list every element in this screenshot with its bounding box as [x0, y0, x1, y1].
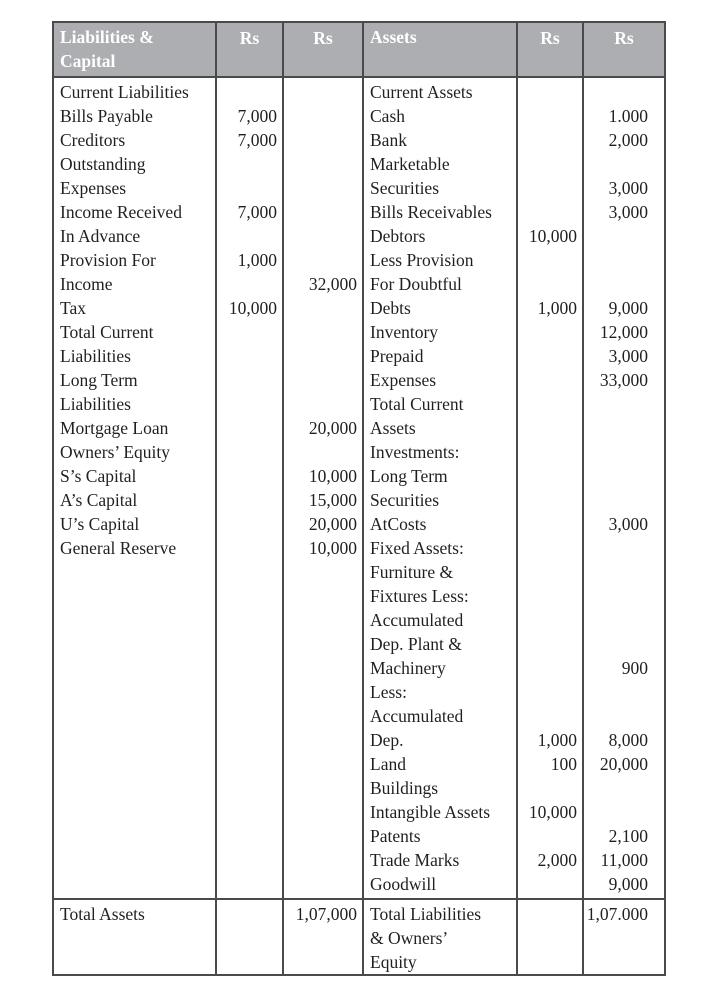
- liability-line-label: Total Current: [60, 322, 154, 342]
- asset-line-label: For Doubtful: [370, 274, 462, 294]
- asset-line-rs2: [584, 272, 664, 296]
- header-liabilities-capital: [53, 22, 216, 77]
- liability-line-label: Mortgage Loan: [60, 418, 169, 438]
- liability-line-rs2: 32,000: [308, 274, 357, 294]
- asset-line-rs2: [584, 776, 664, 800]
- liability-line-rs1: [217, 464, 282, 488]
- asset-line-rs2: 33,000: [599, 370, 648, 390]
- asset-line-label: Bank: [370, 130, 407, 150]
- asset-line-rs1: [518, 320, 582, 344]
- asset-line-rs1: 1,000: [537, 298, 577, 318]
- liability-line-label: General Reserve: [60, 538, 177, 558]
- liability-line-rs2: [284, 440, 362, 464]
- liability-line-label: Income: [60, 274, 113, 294]
- liability-line-rs2: 10,000: [308, 466, 357, 486]
- asset-line-label: Dep.: [370, 730, 404, 750]
- asset-line-rs1: [518, 176, 582, 200]
- asset-line-label: Cash: [370, 106, 405, 126]
- liability-line-rs2: [284, 368, 362, 392]
- asset-line-label: Less Provision: [370, 250, 474, 270]
- liability-line-label: In Advance: [60, 226, 141, 246]
- liability-line-rs1: [217, 80, 282, 104]
- liability-line-rs2: [284, 224, 362, 248]
- asset-line-rs1: [518, 704, 582, 728]
- assets-rs1-column: [517, 77, 583, 899]
- asset-line-label: Trade Marks: [370, 850, 460, 870]
- asset-line-rs1: [518, 560, 582, 584]
- liability-line-label: Outstanding: [60, 154, 146, 174]
- asset-line-rs1: 1,000: [537, 730, 577, 750]
- asset-line-rs2: 900: [621, 658, 648, 678]
- asset-line-rs1: [518, 248, 582, 272]
- asset-line-rs1: [518, 344, 582, 368]
- total-liabilities-label-line2: & Owners’: [370, 928, 449, 948]
- asset-line-rs1: [518, 824, 582, 848]
- asset-line-label: Prepaid: [370, 346, 424, 366]
- liability-line-label: Provision For: [60, 250, 156, 270]
- total-assets-label-cell: [53, 899, 216, 975]
- asset-line-rs2: [584, 464, 664, 488]
- asset-line-rs2: [584, 416, 664, 440]
- asset-line-rs1: [518, 584, 582, 608]
- liability-line-label: Tax: [60, 298, 86, 318]
- asset-line-label: Debts: [370, 298, 411, 318]
- header-rs-3: Rs: [517, 22, 583, 77]
- asset-line-rs2: [584, 608, 664, 632]
- liability-line-label: A’s Capital: [60, 490, 138, 510]
- asset-line-rs2: [584, 704, 664, 728]
- liabilities-labels-column: [53, 77, 216, 899]
- asset-line-rs1: [518, 392, 582, 416]
- liability-line-rs1: [217, 368, 282, 392]
- header-rs-2: Rs: [283, 22, 363, 77]
- asset-line-rs2: 9,000: [608, 874, 648, 894]
- liability-line-label: Creditors: [60, 130, 126, 150]
- asset-line-label: Land: [370, 754, 406, 774]
- liability-line-rs1: [217, 224, 282, 248]
- asset-line-label: Patents: [370, 826, 421, 846]
- total-right-rs2: 1,07.000: [586, 904, 648, 924]
- total-left-rs1: [217, 902, 282, 926]
- asset-line-rs2: 11,000: [600, 850, 648, 870]
- asset-line-rs1: [518, 512, 582, 536]
- asset-line-rs1: [518, 104, 582, 128]
- asset-line-rs1: [518, 536, 582, 560]
- total-row: [53, 899, 665, 975]
- asset-line-rs1: [518, 128, 582, 152]
- asset-line-label: Total Current: [370, 394, 464, 414]
- total-liabilities-label-cell: [363, 899, 517, 975]
- liability-line-rs2: 20,000: [308, 514, 357, 534]
- asset-line-label: Buildings: [370, 778, 439, 798]
- asset-line-rs1: [518, 776, 582, 800]
- total-right-rs2-cell: [583, 899, 665, 975]
- liability-line-label: S’s Capital: [60, 466, 137, 486]
- asset-line-rs1: [518, 440, 582, 464]
- asset-line-rs2: [584, 488, 664, 512]
- header-rs-4: Rs: [583, 22, 665, 77]
- asset-line-rs2: [584, 632, 664, 656]
- total-liabilities-label-line1: Total Liabilities: [370, 904, 482, 924]
- asset-line-label: Debtors: [370, 226, 426, 246]
- liability-line-rs1: 7,000: [237, 130, 277, 150]
- liability-line-rs2: [284, 320, 362, 344]
- header-rs-1: Rs: [216, 22, 283, 77]
- liabilities-rs2-column: [283, 77, 363, 899]
- header-liabilities-line2: Capital: [60, 51, 116, 71]
- asset-line-rs2: 12,000: [599, 322, 648, 342]
- asset-line-label: Expenses: [370, 370, 437, 390]
- liability-line-label: Expenses: [60, 178, 127, 198]
- liability-line-rs1: [217, 512, 282, 536]
- asset-line-rs1: [518, 656, 582, 680]
- asset-line-rs2: 3,000: [608, 346, 648, 366]
- asset-line-label: Goodwill: [370, 874, 437, 894]
- asset-line-rs1: [518, 632, 582, 656]
- asset-line-rs1: [518, 200, 582, 224]
- asset-line-label: Assets: [370, 418, 416, 438]
- liability-line-rs2: [284, 392, 362, 416]
- liability-line-rs1: [217, 488, 282, 512]
- balance-sheet-table: [52, 21, 666, 976]
- liability-line-rs2: [284, 248, 362, 272]
- asset-line-rs1: 2,000: [537, 850, 577, 870]
- asset-line-rs2: 3,000: [608, 178, 648, 198]
- total-left-rs2: 1,07,000: [295, 904, 357, 924]
- liabilities-rs1-column: [216, 77, 283, 899]
- asset-line-rs2: 2,100: [608, 826, 648, 846]
- asset-line-rs2: 1.000: [608, 106, 648, 126]
- liability-line-rs1: [217, 176, 282, 200]
- liability-line-rs1: [217, 320, 282, 344]
- asset-line-label: Investments:: [370, 442, 460, 462]
- asset-line-rs2: 3,000: [608, 514, 648, 534]
- liability-line-rs2: [284, 104, 362, 128]
- asset-line-rs2: [584, 560, 664, 584]
- asset-line-rs2: [584, 800, 664, 824]
- asset-line-rs1: [518, 368, 582, 392]
- asset-line-rs2: [584, 248, 664, 272]
- liability-line-rs1: 7,000: [237, 202, 277, 222]
- asset-line-rs1: [518, 152, 582, 176]
- asset-line-label: Machinery: [370, 658, 446, 678]
- liability-line-rs1: [217, 416, 282, 440]
- liability-line-rs1: [217, 344, 282, 368]
- liability-line-rs2: [284, 152, 362, 176]
- assets-rs2-column: [583, 77, 665, 899]
- header-liabilities-line1: Liabilities &: [60, 27, 154, 47]
- asset-line-rs1: [518, 272, 582, 296]
- asset-line-label: Securities: [370, 178, 440, 198]
- liability-line-rs2: [284, 128, 362, 152]
- asset-line-label: Inventory: [370, 322, 439, 342]
- liability-line-rs2: 20,000: [308, 418, 357, 438]
- total-left-rs1-cell: [216, 899, 283, 975]
- header-row: [53, 22, 665, 77]
- liability-line-label: Liabilities: [60, 346, 131, 366]
- assets-labels-column: [363, 77, 517, 899]
- liability-line-rs2: 10,000: [308, 538, 357, 558]
- liability-line-rs1: [217, 272, 282, 296]
- total-right-rs1-cell: [517, 899, 583, 975]
- asset-line-rs2: [584, 80, 664, 104]
- liability-line-rs2: [284, 176, 362, 200]
- asset-line-rs1: [518, 80, 582, 104]
- asset-line-rs2: [584, 680, 664, 704]
- header-assets: Assets: [363, 22, 517, 77]
- asset-line-rs2: [584, 392, 664, 416]
- liability-line-rs1: 10,000: [228, 298, 277, 318]
- liability-line-label: Current Liabilities: [60, 82, 189, 102]
- asset-line-rs1: 10,000: [528, 226, 577, 246]
- liability-line-rs1: [217, 536, 282, 560]
- liability-line-rs2: [284, 296, 362, 320]
- asset-line-label: Fixed Assets:: [370, 538, 464, 558]
- liability-line-rs2: [284, 80, 362, 104]
- liability-line-rs2: 15,000: [308, 490, 357, 510]
- asset-line-label: Current Assets: [370, 82, 473, 102]
- liability-line-rs1: [217, 152, 282, 176]
- asset-line-rs2: 8,000: [608, 730, 648, 750]
- asset-line-rs2: [584, 536, 664, 560]
- asset-line-rs1: [518, 680, 582, 704]
- liability-line-rs1: 1,000: [237, 250, 277, 270]
- liability-line-label: U’s Capital: [60, 514, 140, 534]
- asset-line-label: Accumulated: [370, 706, 464, 726]
- liability-line-label: Long Term: [60, 370, 138, 390]
- total-right-rs1: [518, 902, 582, 926]
- asset-line-label: Less:: [370, 682, 407, 702]
- asset-line-rs2: [584, 440, 664, 464]
- asset-line-rs1: 100: [550, 754, 577, 774]
- asset-line-rs2: [584, 224, 664, 248]
- asset-line-rs2: [584, 152, 664, 176]
- asset-line-rs1: [518, 872, 582, 896]
- liability-line-rs2: [284, 344, 362, 368]
- liability-line-rs1: [217, 440, 282, 464]
- asset-line-label: AtCosts: [370, 514, 427, 534]
- asset-line-rs1: [518, 488, 582, 512]
- asset-line-rs2: 2,000: [608, 130, 648, 150]
- asset-line-label: Fixtures Less:: [370, 586, 469, 606]
- liability-line-rs2: [284, 200, 362, 224]
- liability-line-label: Bills Payable: [60, 106, 153, 126]
- liability-line-label: Income Received: [60, 202, 182, 222]
- liability-line-label: Owners’ Equity: [60, 442, 170, 462]
- total-liabilities-label-line3: Equity: [370, 952, 417, 972]
- asset-line-label: Securities: [370, 490, 440, 510]
- asset-line-rs1: [518, 464, 582, 488]
- asset-line-rs2: 20,000: [599, 754, 648, 774]
- body-row: [53, 77, 665, 899]
- asset-line-label: Dep. Plant &: [370, 634, 462, 654]
- asset-line-label: Marketable: [370, 154, 450, 174]
- total-assets-label: Total Assets: [60, 904, 145, 924]
- liability-line-rs1: [217, 392, 282, 416]
- asset-line-rs1: [518, 608, 582, 632]
- asset-line-rs1: [518, 416, 582, 440]
- asset-line-label: Long Term: [370, 466, 448, 486]
- liability-line-rs1: 7,000: [237, 106, 277, 126]
- asset-line-label: Bills Receivables: [370, 202, 492, 222]
- asset-line-label: Furniture &: [370, 562, 454, 582]
- asset-line-rs2: 3,000: [608, 202, 648, 222]
- asset-line-rs2: 9,000: [608, 298, 648, 318]
- total-left-rs2-cell: [283, 899, 363, 975]
- asset-line-rs1: 10,000: [528, 802, 577, 822]
- asset-line-rs2: [584, 584, 664, 608]
- asset-line-label: Intangible Assets: [370, 802, 491, 822]
- asset-line-label: Accumulated: [370, 610, 464, 630]
- liability-line-label: Liabilities: [60, 394, 131, 414]
